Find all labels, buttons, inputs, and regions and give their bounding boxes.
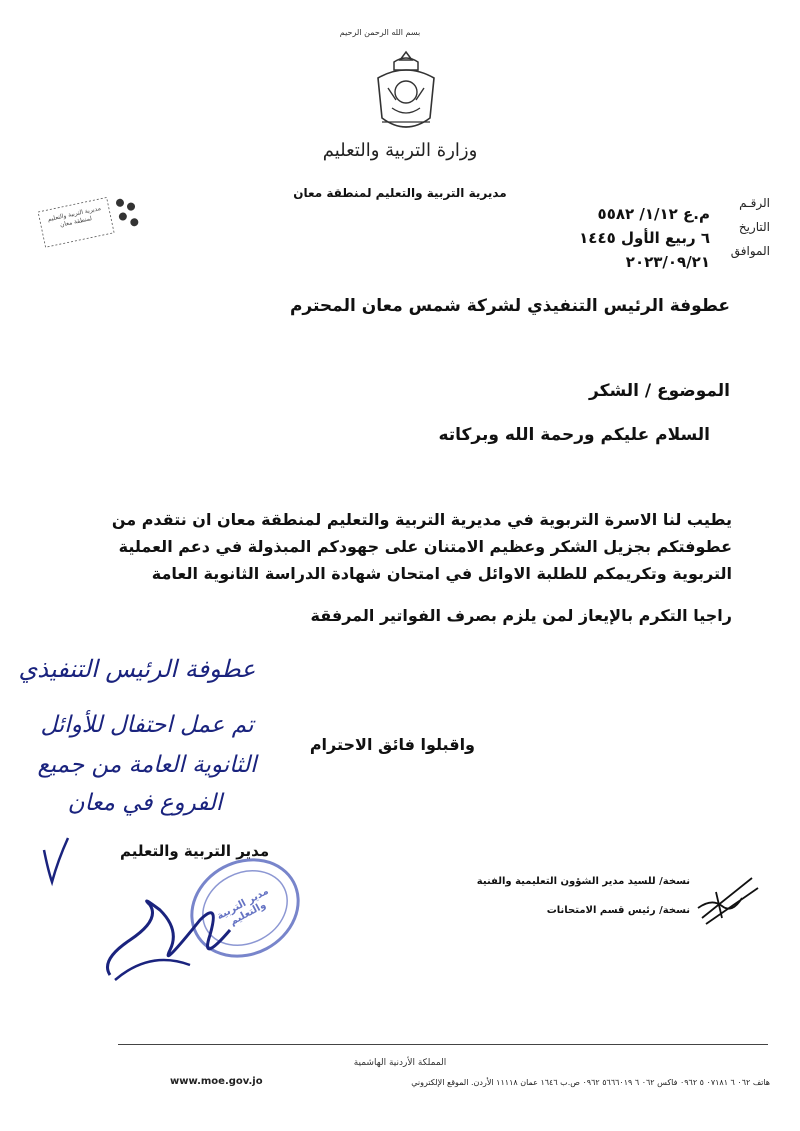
closing: واقبلوا فائق الاحترام: [309, 735, 475, 754]
body-line-3: التربوية وتكريمكم للطلبة الاوائل في امتحان شهادة الدراسة الثانوية العامة: [151, 564, 732, 583]
basmala: بسم الله الرحمن الرحيم: [339, 28, 421, 37]
directorate-title: مديرية التربية والتعليم لمنطقة معان: [293, 186, 507, 200]
signature-scribble-icon: [90, 880, 240, 990]
body-line-1: يطيب لنا الاسرة التربوية في مديرية التربية والتعليم لمنطقة معان ان نتقدم من: [111, 510, 732, 529]
footer-website-link[interactable]: www.moe.gov.jo: [170, 1076, 263, 1087]
received-stamp-text: مديرية التربية والتعليم لمنطقة معان: [47, 204, 102, 229]
footer-contact: هاتف ٠٦٢ ٦ ٠٧١٨١ ٥ ٠٩٦٢ فاكس ٠٦٢ ٦ ٥٦٦٦٠١٩ ٠٩٦٢ ص.ب ١٦٤٦ عمان ١١١١٨ الأردن. الموقع الإلكتروني: [411, 1078, 770, 1087]
signature-title: مدير التربية والتعليم: [120, 842, 270, 860]
received-stamp: [35, 185, 150, 266]
subject: الموضوع / الشكر: [589, 381, 730, 401]
handwritten-note-line-1: عطوفة الرئيس التنفيذي: [18, 655, 256, 683]
date-label: التاريخ: [738, 220, 770, 234]
number-label: الرقـم: [739, 196, 770, 210]
handwritten-mark-icon: [38, 830, 78, 890]
body-line-2: عطوفتكم بجزيل الشكر وعظيم الامتنان على جهودكم المبذولة في دعم العملية: [118, 537, 732, 556]
ministry-calligraphy: وزارة التربية والتعليم: [322, 140, 478, 161]
corresponding-label: الموافق: [730, 244, 770, 258]
date-value: ٦ ربيع الأول ١٤٤٥: [579, 229, 710, 247]
footer-divider: [118, 1044, 768, 1045]
handwritten-note-line-3: الثانوية العامة من جميع: [37, 752, 257, 778]
number-value: م.ع ١/١٢/ ٥٥٨٢: [597, 205, 710, 223]
copy-initials-icon: [692, 868, 764, 928]
footer-kingdom: المملكة الأردنية الهاشمية: [353, 1058, 447, 1068]
copy-line-2: نسخة/ رئيس قسم الامتحانات: [546, 905, 690, 916]
copy-line-1: نسخة/ للسيد مدير الشؤون التعليمية والفنية: [476, 876, 690, 887]
handwritten-note-line-2: تم عمل احتفال للأوائل: [40, 712, 254, 738]
corresponding-value: ٢٠٢٣/٠٩/٢١: [625, 253, 710, 271]
coat-of-arms-icon: [368, 48, 444, 138]
body-request: راجيا التكرم بالإيعاز لمن يلزم بصرف الفواتير المرفقة: [310, 606, 732, 625]
greeting: السلام عليكم ورحمة الله وبركاته: [438, 425, 710, 445]
handwritten-note-line-4: الفروع في معان: [67, 790, 223, 816]
addressee: عطوفة الرئيس التنفيذي لشركة شمس معان المحترم: [289, 296, 730, 316]
official-stamp-text: مدير التربية والتعليم: [215, 885, 271, 928]
